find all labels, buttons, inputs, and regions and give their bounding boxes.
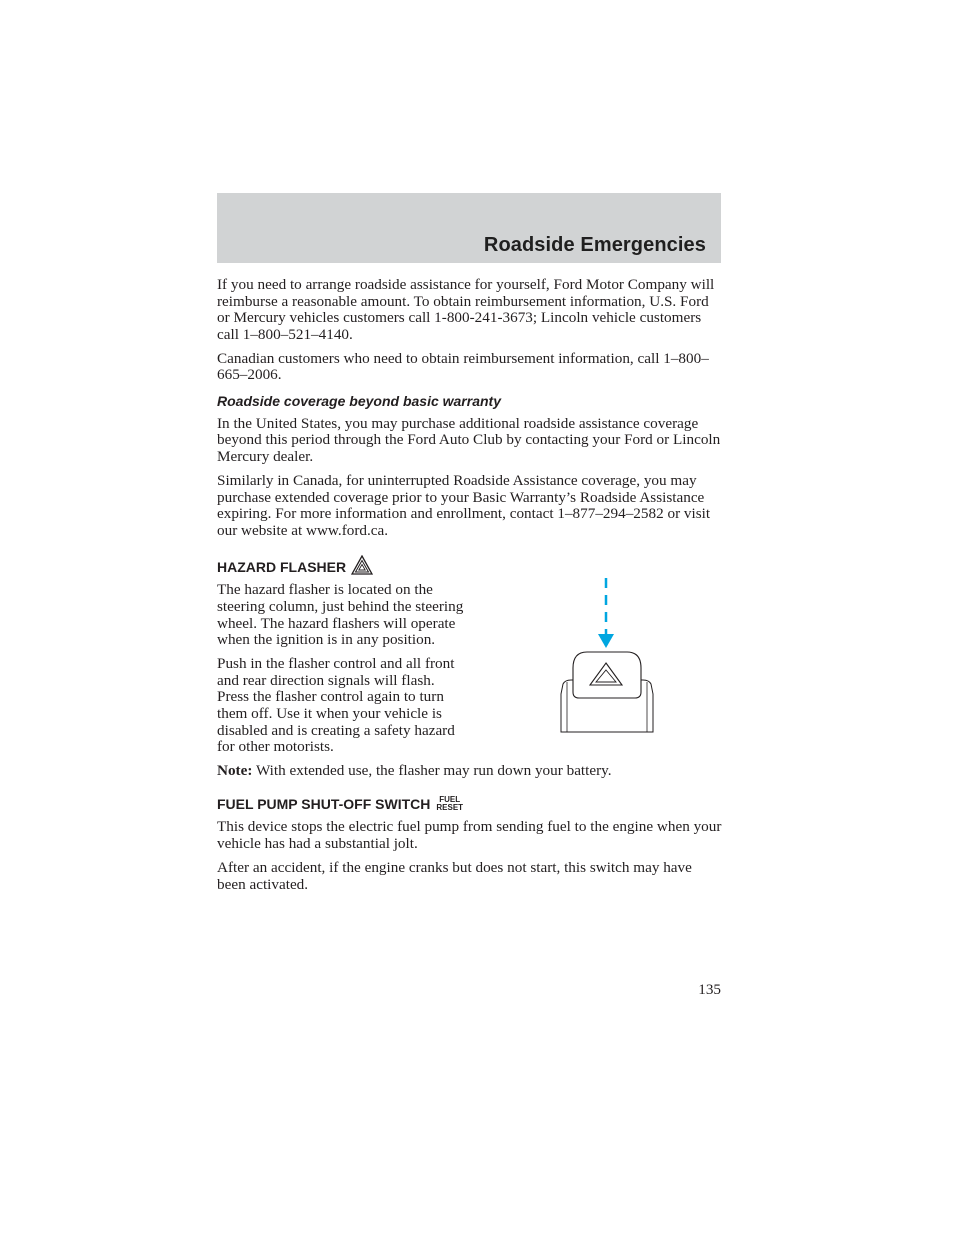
page-content (217, 277, 723, 901)
coverage-heading: Roadside coverage beyond basic warranty (217, 393, 501, 410)
chapter-header-band (217, 193, 721, 263)
page-number: 135 (698, 981, 721, 998)
fuel-heading-text: FUEL PUMP SHUT-OFF SWITCH (217, 795, 431, 812)
hazard-note (217, 763, 723, 780)
coverage-paragraph-2: Similarly in Canada, for uninterrupted Roadside Assistance coverage, you may purchase extended coverage prior to your Basic Warranty’s Roadside Assistance expiring. For more information and enrollment, contact 1–877–294–2582 or visit our website at www.ford.ca. (217, 471, 711, 539)
fuel-reset-icon (436, 796, 463, 812)
chapter-title: Roadside Emergencies (483, 234, 706, 256)
hazard-flasher-illustration (557, 576, 657, 756)
pointer-arrow-icon (598, 578, 614, 648)
fuel-icon-line-1: FUEL (439, 795, 461, 805)
hazard-text-column (217, 582, 469, 755)
hazard-paragraph-1: The hazard flasher is located on the steering column, just behind the steering wheel. The hazard flashers will operate when the ignition is in any position. (217, 581, 464, 649)
fuel-paragraph-2: After an accident, if the engine cranks but does not start, this switch may have been activated. (217, 859, 692, 893)
note-label: Note: (217, 762, 253, 780)
hazard-section (217, 582, 723, 755)
hazard-triangle-icon (351, 555, 373, 575)
note-text: With extended use, the flasher may run down your battery. (255, 762, 612, 780)
hazard-heading-text: HAZARD FLASHER (217, 558, 347, 575)
fuel-heading (217, 796, 723, 813)
fuel-icon-line-2: RESET (436, 803, 464, 813)
hazard-paragraph-2: Push in the flasher control and all front and rear direction signals will flash. Press the flasher control again to turn them off. Use it when your vehicle is disabled and is creating a safety hazard for other motorists. (217, 655, 455, 756)
coverage-paragraph-1: In the United States, you may purchase additional roadside assistance coverage beyond this period through the Ford Auto Club by contacting your Ford or Lincoln Mercury dealer. (217, 414, 721, 465)
hazard-heading (217, 555, 723, 575)
fuel-paragraph-1: This device stops the electric fuel pump from sending fuel to the engine when your vehicle has had a substantial jolt. (217, 818, 722, 853)
intro-paragraph-1: If you need to arrange roadside assistance for yourself, Ford Motor Company will reimburse a reasonable amount. To obtain reimbursement information, U.S. Ford or Mercury vehicles customers call 1-800-241-3673; Lincoln vehicle customers call 1–800–521–4140. (217, 276, 715, 343)
intro-paragraph-2: Canadian customers who need to obtain reimbursement information, call 1–800–665–2006. (217, 349, 709, 384)
